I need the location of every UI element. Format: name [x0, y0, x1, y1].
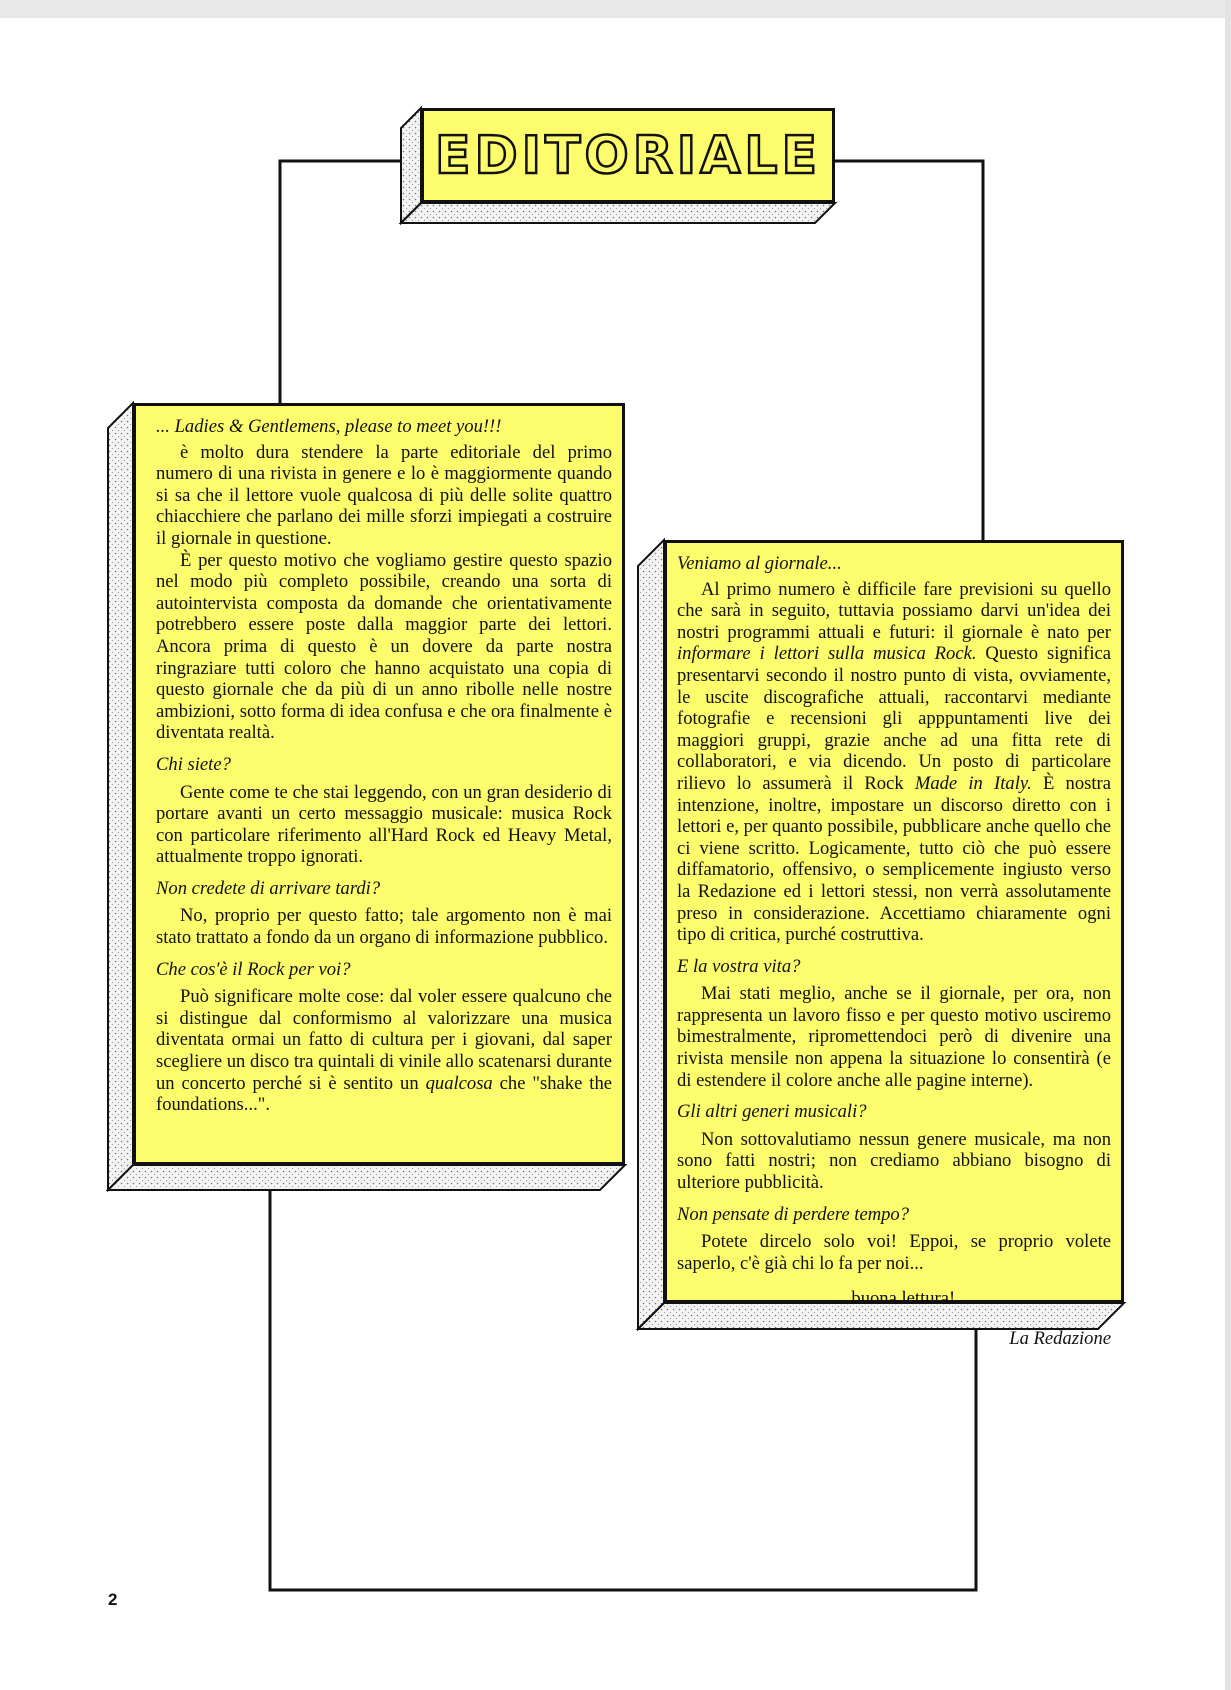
box1-side — [108, 403, 133, 1190]
title-bottom — [401, 203, 835, 223]
frame-top-line — [280, 161, 401, 403]
right-editorial-box — [664, 540, 1124, 1349]
page-number: 2 — [108, 1590, 118, 1609]
question-altri-generi: Gli altri generi musicali? — [677, 1101, 867, 1123]
answer-perdere-tempo: Potete dircelo solo voi! Eppoi, se proprio volete saperlo, c'è già chi lo fa per noi... — [677, 1231, 1111, 1274]
answer-arrivare-tardi: No, proprio per questo fatto; tale argomento non è mai stato trattato a fondo da un organo di informazione pubblico. — [156, 905, 612, 949]
box2-side — [638, 540, 664, 1329]
answer-vostra-vita: Mai stati meglio, anche se il giornale, per ora, non rappresenta un lavoro fisso e per questo motivo usciremo bimestralmente, ripromettendoci però di divenire una rivista mensile non appena la situazione lo consentirà (e di estendere il colore anche alle pagine interne). — [677, 983, 1111, 1091]
left-editorial-box — [133, 403, 625, 1165]
question-arrivare-tardi: Non credete di arrivare tardi? — [156, 877, 381, 899]
answer-text: Al primo numero è difficile fare previsioni su quello che sarà in seguito, tuttavia possiamo darvi un'idea dei nostri programmi attuali e futuri: il giornale è nato per — [677, 578, 1111, 643]
answer-chi-siete: Gente come te che stai leggendo, con un gran desiderio di portare avanti un certo messaggio musicale: musica Rock con particolare riferimento all'Hard Rock ed Heavy Metal, attualmente troppo ignorati. — [156, 781, 612, 868]
question-chi-siete: Chi siete? — [156, 753, 231, 775]
frame-top-right-line — [835, 161, 983, 540]
signature: La Redazione — [1009, 1328, 1111, 1349]
title-box — [421, 108, 835, 203]
answer-text: Può significare molte cose: dal voler essere qualcuno che si distingue dal conformismo al valorizzare una musica diventata ormai un fatto di cultura per i giovani, dal saper scegliere un disco tra quintali di vinile allo scatenarsi durante un concerto perché si è sentito un — [156, 986, 612, 1094]
intro-heading: ... Ladies & Gentlemens, please to meet you!!! — [156, 416, 502, 437]
intro-paragraph-2: È per questo motivo che vogliamo gestire questo spazio nel modo più completo possibile, creando una sorta di autointervista composta da domande che orientativamente potrebbero essere poste dalla maggior parte dei lettori. Ancora prima di questo è un dovere da parte nostra ringraziare tutti coloro che hanno acquistato una copia di questo giornale che da più di un anno ribolle nelle nostre ambizioni, sotto forma di idea confusa e che ora finalmente è diventata realtà. — [156, 549, 612, 744]
answer-giornale — [677, 579, 1111, 946]
question-rock-per-voi: Che cos'è il Rock per voi? — [156, 958, 351, 980]
answer-altri-generi: Non sottovalutiamo nessun genere musicale, ma non sono fatti nostri; non crediamo abbiano bisogno di ulteriore pubblicità. — [677, 1128, 1111, 1194]
answer-italic: informare i lettori sulla musica Rock. — [677, 643, 977, 665]
question-giornale: Veniamo al giornale... — [677, 553, 842, 574]
box1-bottom — [108, 1165, 625, 1190]
answer-text: Questo significa presentarvi secondo il nostro punto di vista, ovviamente, le uscite discografiche attuali, raccontarvi mediante fotografie e recensioni gli apppuntamenti live dei maggiori gruppi, grazie anche ad una fitta rete di collaboratori, e via dicendo. Un posto di particolare rilievo lo assumerà il Rock — [677, 643, 1111, 794]
answer-italic: qualcosa — [425, 1072, 493, 1094]
answer-text: È nostra intenzione, inoltre, impostare un discorso diretto con i lettori e, per quanto possibile, pubblicare anche quello che ci viene scritto. Logicamente, tutto ciò che può essere diffamatorio, offensivo, o semplicemente ingiusto verso la Redazione ed i lettori stessi, non verrà assolutamente preso in considerazione. Accettiamo chiaramente ogni tipo di critica, purché costruttiva. — [677, 772, 1111, 946]
question-perdere-tempo: Non pensate di perdere tempo? — [677, 1203, 910, 1225]
closing-line: ... buona lettura! — [832, 1288, 956, 1310]
answer-italic: Made in Italy. — [914, 772, 1032, 794]
question-vostra-vita: E la vostra vita? — [677, 955, 801, 977]
answer-rock-per-voi — [156, 986, 612, 1116]
intro-paragraph-1: è molto dura stendere la parte editoriale del primo numero di una rivista in genere e lo è maggiormente quando si sa che il lettore vuole qualcosa di più delle solite quattro chiacchiere che parlano dei mille sforzi impiegati a costruire il giornale in questione. — [156, 441, 612, 549]
page-title: EDITORIALE — [435, 125, 821, 186]
answer-text: che "shake the foundations...". — [156, 1072, 613, 1116]
